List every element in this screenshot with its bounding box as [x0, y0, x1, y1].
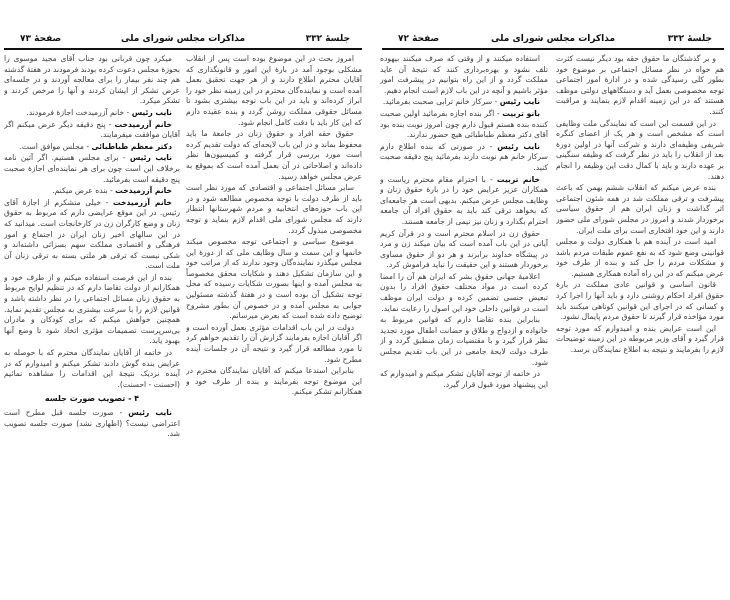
- paragraph-text: - صورت جلسه قبل مطرح است اعتراضی نیست؟ (اظهاری نشد) صورت جلسه تصویب شد.: [4, 408, 180, 439]
- paragraph-text: بنابراین بنده تقاضا دارم که قوانین مربوط به خانواده و ازدواج و طلاق و حضانت اطفال مورد تجدید نظر قرار گیرد و با مقتضیات زمان منطبق گردد و از طرف دولت لایحهٔ جامعی در این باب تقدیم مجلس شود.: [380, 315, 548, 367]
- paragraph-text: حقوق حقه افراد و حقوق زنان در جامعهٔ ما باید محفوظ بماند و در این باب لایحه‌ای که دولت تقدیم کرده است مورد بررسی قرار گرفته و کمیسیون‌ها نظر داده‌اند و اصلاحاتی در آن بعمل آمده است که بموقع به عرض مجلس خواهد رسید.: [186, 129, 362, 181]
- paragraph: [186, 54, 362, 128]
- paragraph: [4, 198, 180, 272]
- text-column-right: [186, 54, 362, 594]
- speaker-name: نایب رئیس: [497, 141, 540, 151]
- page-header: [382, 34, 724, 48]
- header-rule: [4, 48, 362, 50]
- right-page: [378, 0, 728, 600]
- paragraph: [4, 142, 180, 153]
- running-title: مذاکرات مجلس شورای ملی: [490, 34, 616, 44]
- paragraph-text: بنده از این فرصت استفاده میکنم و از طرف خود و همکارانم از دولت تقاضا دارم که در تنظیم لوایح مربوط به حقوق زنان مسائل اجتماعی را در نظر داشته باشد و قوانین لازم را با سرعت بیشتری به مجلس تقدیم نماید. همچنین خواهش میکنم که برای کودکان و مادران بی‌سرپرست تصمیمات مؤثری اتخاذ شود تا وضع آنها بهبود یابد.: [4, 272, 180, 346]
- page-header: [4, 34, 362, 48]
- paragraph: [4, 186, 180, 197]
- text-column-left: [4, 54, 180, 594]
- speaker-name: نایب رئیس: [499, 97, 540, 107]
- speaker-name: دکتر معظم طباطبائی: [91, 141, 172, 151]
- paragraph: [380, 109, 548, 141]
- paragraph: [4, 273, 180, 347]
- paragraph: [186, 129, 362, 182]
- paragraph: [380, 369, 548, 390]
- paragraph-text: - اگر بنده اجازه بفرمائید اولین صحبت کننده بنده هستم قبول دارم چون امروز نوبت بنده بود آقای دکتر معظم طباطبائی هیچ حضور ندارند.: [380, 108, 548, 140]
- paragraph-text: - خانم آزرمیدخت اجازهٔ فرمودند.: [26, 107, 132, 117]
- paragraph: [4, 120, 180, 141]
- paragraph-text: دولت در این باب اقدامات مؤثری بعمل آورده است و اگر آقایان اجازه بفرمایند گزارش آن را تقدیم خواهم کرد تا مورد مطالعه قرار گیرد و نتیجه آن در جلسات آینده مطرح شود.: [186, 322, 362, 364]
- paragraph: [556, 54, 724, 118]
- paragraph: [556, 237, 724, 279]
- paragraph: [4, 408, 180, 440]
- paragraph-text: استفاده میکنند و از وقتی که صرف میکنند بیهوده تلف نشود و بهره‌برداری کنند که نتیجهٔ آن عاید مملکت گردد و از این راه بتوانیم در پیشرفت امور مؤثر باشیم و آنچه در این باب لازم است انجام دهیم.: [380, 54, 548, 95]
- text-column-right: [556, 54, 724, 594]
- paragraph-text: - مجلس موافق است.: [19, 141, 92, 151]
- paragraph: [380, 229, 548, 271]
- session-number: جلسهٔ ۳۳۲: [305, 34, 350, 44]
- paragraph-text: موضوع سیاسی و اجتماعی توجه مخصوص میکند خانمها و این سمت و سال وظایف ملی که از دورهٔ این مجلس میگذرد نماینده‌گان وجود ندارند که از مراتب خود و این سازمان تشکیل دهند و شکایات محقق مخصوصاً به مجلس آمده و اینها بصورت شکایات رسیده که محل توجه تشکیل آن بوده است و در هفتهٔ گذشته مسئولین جوابی به مجلس آمده و در خصوص آن بطور مشروح توضیح داده شده است که بعرض میرسانم.: [186, 237, 362, 321]
- paragraph-text: امروز بحث در این موضوع بوده است پس از انقلاب مشکلی بوجود آمد در بارهٔ این امور و قانونگذاری که آقایان محترم اطلاع دارند و از هر جهت تحقیق بعمل آمده است و نماینده‌گان محترم در این زمینه نظر خود را ابراز کرده‌اند و باید در این باب توجه بیشتری بشود تا مسائل حقوقی مملکت روشن گردد و بنده عقیده دارم که این کار باید با دقت کامل انجام شود.: [186, 54, 362, 127]
- speaker-name: خانم آزرمیدخت: [112, 197, 172, 207]
- paragraph: [186, 237, 362, 322]
- paragraph-text: - سرکار خانم ترابی صحبت بفرمائید.: [382, 97, 500, 107]
- paragraph-text: حقوق زن در اسلام محترم است و در قرآن کریم آیاتی در این باب آمده است که بیان میکند زن و مرد در پیشگاه خداوند برابرند و هر دو از حقوق مساوی برخوردار هستند و این حقیقت را نباید فراموش کرد.: [380, 228, 548, 270]
- paragraph-text: در خاتمه از توجه آقایان تشکر میکنم و امیدوارم که این پیشنهاد مورد قبول قرار گیرد.: [380, 369, 548, 389]
- paragraph-text: بنده عرض میکنم که انقلاب ششم بهمن که باعث پیشرفت و ترقی مملکت شد در همه شئون اجتماعی اثر گذاشت و زنان ایران هم از حقوق سیاسی برخوردار شدند و امروز در مجلس شورای ملی حضور دارند و این خود افتخاری است برای ملت ایران.: [556, 183, 724, 235]
- page-number: صفحهٔ ۷۳: [20, 34, 62, 44]
- paragraph-text: در این قسمت این است که نمایندگی ملت وظایفی است که مشخص است و هر یک از اعضای کنگره شریفی وظیفه‌ای دارند و شرکت آنها در اولین دورهٔ بعد از انقلاب را باید در نظر گرفت که وظیفه سنگینی بر عهده دارند و باید با کمال دقت این وظیفه را انجام دهند.: [556, 118, 724, 181]
- paragraph-text: بنابراین استدعا میکنم که آقایان نمایندگان محترم در این موضوع توجه بفرمایند و بنده از طرف خود و همکارانم تشکر میکنم.: [186, 366, 362, 397]
- paragraph: [186, 323, 362, 365]
- paragraph: [4, 54, 180, 107]
- paragraph-text: اعلامیهٔ جهانی حقوق بشر که ایران هم آن را امضا کرده است در مواد مختلف حقوق افراد را بدون تبعیض جنسی تضمین کرده و دولت ایران موظف است در قوانین داخلی خود این اصول را رعایت نماید.: [380, 271, 548, 313]
- speaker-name: خانم آزرمیدخت: [114, 119, 172, 129]
- paragraph-text: - بنده عرض میکنم.: [52, 186, 116, 196]
- header-rule: [382, 48, 724, 50]
- paragraph-text: - خیلی متشکرم از اجازهٔ آقای رئیس. در این موقع عرایضی دارم که مربوط به حقوق زنان و وضع کارگران زن در کارخانجات است. میدانید که در این سالهای اخیر زنان ایران در اجتماع و امور فرهنگی و اقتصادی مملکت سهم بسزائی داشته‌اند و شکی نیست که ترقی هر ملتی بسته به ترقی زنان آن ملت است.: [4, 197, 180, 271]
- speaker-name: خانم آزرمیدخت: [115, 186, 172, 196]
- paragraph: [380, 142, 548, 174]
- paragraph: [4, 153, 180, 185]
- paragraph: [186, 183, 362, 236]
- paragraph-text: میکرد چون قربانی بود جناب آقای مجید موسوی را بحوزهٔ مجلس دعوت کرده بودند فرمودند در هفتهٔ گذشته هم چند نفر بیمار را برای معالجه آوردند و در جلسه‌ای عرض تشکر از ایشان کردند و آنها را مرخص کردند و تشکر میکرد.: [4, 54, 180, 106]
- paragraph: [380, 315, 548, 368]
- paragraph: [556, 183, 724, 236]
- paragraph-text: در خاتمه از آقایان نمایندگان محترم که با حوصله به عرایض بنده گوش دادند تشکر میکنم و امیدوارم که در آینده نزدیک نتیجهٔ این اقدامات را مشاهده نمائیم (احسنت - احسنت).: [4, 348, 180, 389]
- paragraph: [556, 280, 724, 322]
- paragraph-text: امید است در آینده هم با همکاری دولت و مجلس قوانینی وضع شود که به نفع عموم طبقات مردم باشد و مشکلات مردم را حل کند و بنده از طرف خود عرض میکنم که در این راه آماده همکاری هستیم.: [556, 237, 724, 278]
- text-column-left: [380, 54, 548, 594]
- speaker-name: نایب رئیس: [129, 153, 173, 163]
- speaker-name: بانو تربیت: [502, 108, 540, 118]
- paragraph: [4, 348, 180, 390]
- paragraph-text: سایر مسائل اجتماعی و اقتصادی که مورد نظر است باید از طرف دولت با توجه مخصوص مطالعه شود و در این باب حوزه‌های انتخابیه و مردم شهرستانها انتظار دارند که مجلس شورای ملی اقدام لازم بنماید و توجه مخصوصی مبذول گردد.: [186, 183, 362, 235]
- paragraph: [4, 108, 180, 119]
- paragraph: [186, 366, 362, 398]
- section-heading: ۴ - تصویب صورت جلسه: [44, 394, 140, 404]
- speaker-name: نایب رئیس: [131, 107, 172, 117]
- speaker-name: نایب رئیس: [128, 408, 172, 417]
- speaker-name: خانم تربیت: [496, 174, 540, 184]
- paragraph: [380, 54, 548, 96]
- paragraph-text: این است عرایض بنده و امیدوارم که مورد توجه قرار گیرد و آقای وزیر مربوطه در این زمینه توضیحات لازم را بفرمایند و نتیجه به اطلاع نمایندگان برسد.: [556, 323, 724, 355]
- paragraph: [556, 119, 724, 183]
- paragraph: [380, 272, 548, 314]
- paragraph-text: - برای مجلس هستیم. اگر آئین نامه برخلاف این است چون برای هر نماینده‌ای اجازهٔ صحبت پنج دقیقه است بفرمائید.: [4, 153, 180, 184]
- session-number: جلسهٔ ۳۳۲: [667, 34, 712, 44]
- paragraph: [380, 97, 548, 108]
- paragraph: [556, 324, 724, 356]
- paragraph-text: - پنج دقیقه دیگر عرض میکنم اگر آقایان موافقت میفرمایند.: [4, 119, 180, 140]
- paragraph: [380, 175, 548, 228]
- paragraph-text: قانون اساسی و قوانین عادی مملکت در بارهٔ حقوق افراد احکام روشنی دارد و باید آنها را اجرا کرد و کسانی که در اجرای این قوانین کوتاهی میکنند باید مورد مؤاخذه قرار گیرند تا حقوق مردم پایمال نشود.: [556, 280, 724, 322]
- paragraph-text: - با احترام مقام محترم ریاست و همکاران عزیز عرایض خود را در بارهٔ حقوق زنان و وظایف مجلس عرض میکنم. بدیهی است هر جامعه‌ای که بخواهد ترقی کند باید به حقوق افراد آن جامعه احترام بگذارد و زنان نیز نیمی از جامعه هستند.: [380, 174, 548, 226]
- page-number: صفحهٔ ۷۲: [398, 34, 440, 44]
- running-title: مذاکرات مجلس شورای ملی: [120, 34, 246, 44]
- paragraph-text: - در صورتی که بنده اطلاع دارم سرکار خانم هم نوبت دارند بفرمائید پنج دقیقه صحبت کنید.: [380, 141, 548, 172]
- paragraph-text: و بر گذشتگان ما حقوق حقه بود دیگر نیست کثرت هم خواه در نظر مسائل اجتماعی بر موضوع خود بطور کلی رسیدگی شده و در ادارهٔ امور اجتماعی توجه مخصوصی بعمل آید و دستگاههای دولتی موظف هستند که در این زمینه اقدام لازم بنمایند و مراقبت کنند.: [556, 54, 724, 116]
